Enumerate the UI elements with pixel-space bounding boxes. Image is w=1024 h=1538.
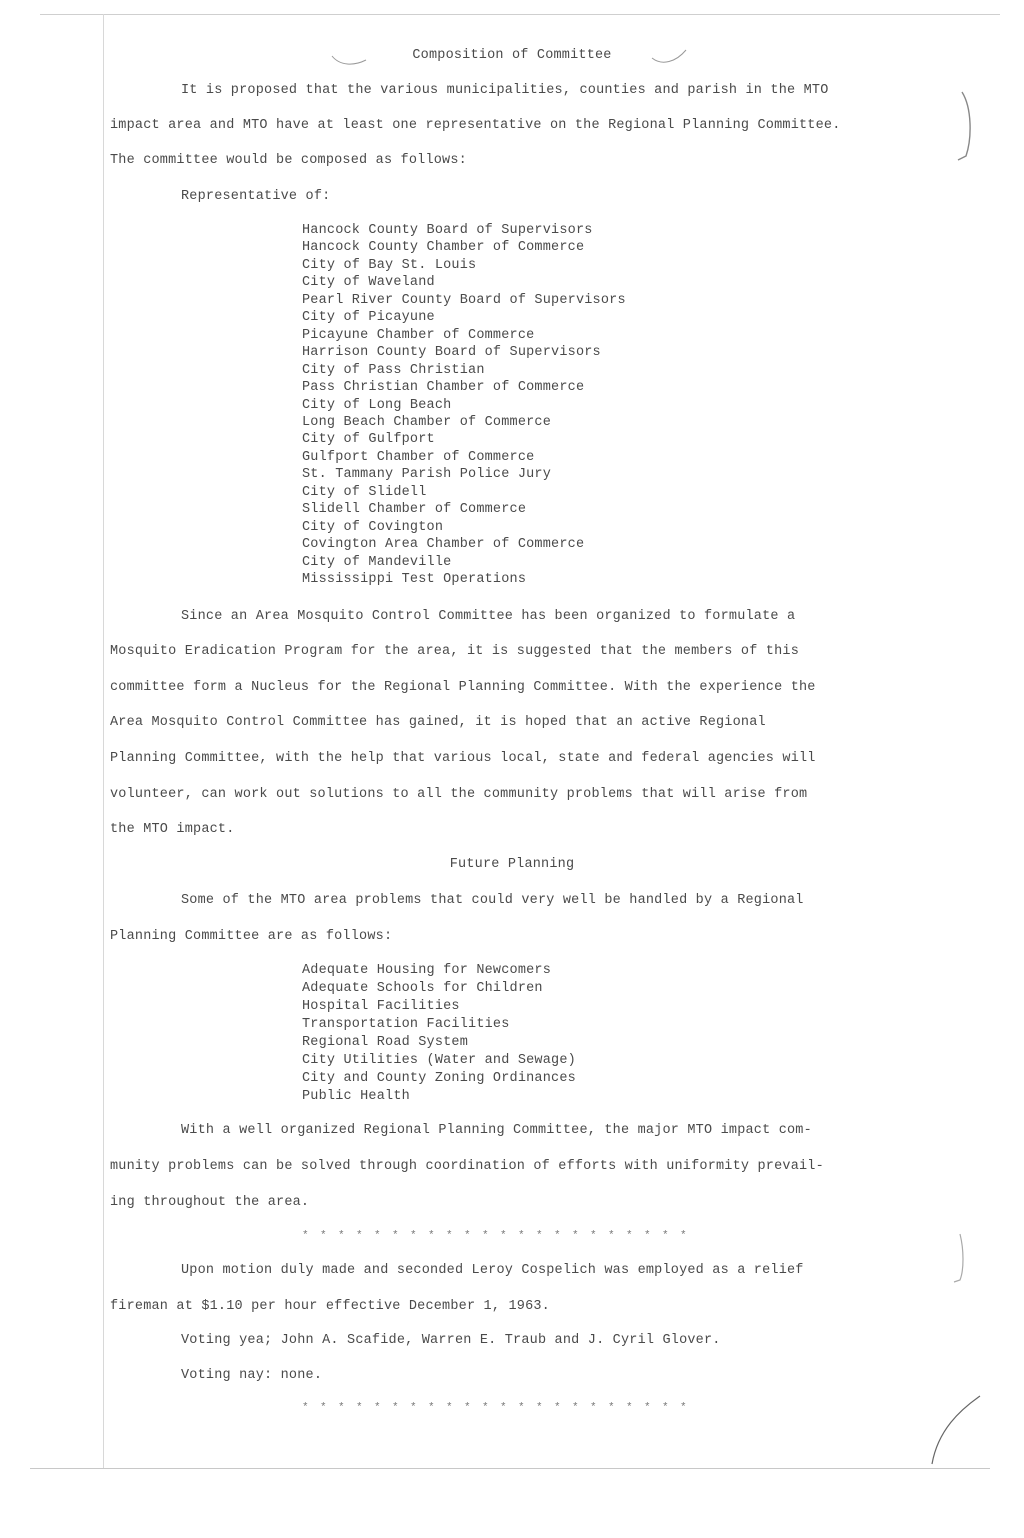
list-item: Picayune Chamber of Commerce: [302, 327, 535, 343]
bottom-border-line: [30, 1468, 990, 1469]
paragraph-line: ing throughout the area.: [110, 1195, 310, 1210]
list-item: Slidell Chamber of Commerce: [302, 502, 527, 518]
paragraph-line: munity problems can be solved through coordination of efforts with uniformity prevail-: [110, 1159, 824, 1174]
list-item: City of Gulfport: [302, 432, 435, 448]
paragraph-line: With a well organized Regional Planning Committee, the major MTO impact com-: [181, 1123, 812, 1138]
paragraph-line: committee form a Nucleus for the Regional Planning Committee. With the experience the: [110, 680, 816, 695]
list-item: City and County Zoning Ordinances: [302, 1071, 576, 1086]
left-margin-line: [103, 14, 104, 1468]
list-item: City of Long Beach: [302, 397, 452, 413]
problems-list: [302, 962, 576, 1106]
paragraph-line: Planning Committee, with the help that various local, state and federal agencies will: [110, 751, 816, 766]
list-item: Hancock County Chamber of Commerce: [302, 240, 585, 256]
voting-yea-line: Voting yea; John A. Scafide, Warren E. Traub and J. Cyril Glover.: [181, 1333, 721, 1348]
paragraph-line: fireman at $1.10 per hour effective December 1, 1963.: [110, 1299, 550, 1314]
paragraph-line: the MTO impact.: [110, 822, 235, 837]
asterisk-separator: * * * * * * * * * * * * * * * * * * * * * *: [302, 1230, 690, 1242]
list-item: Adequate Housing for Newcomers: [302, 963, 552, 978]
section-heading-composition: Composition of Committee: [412, 48, 612, 63]
list-item: Mississippi Test Operations: [302, 572, 527, 588]
paragraph-line: Area Mosquito Control Committee has gained, it is hoped that an active Regional: [110, 715, 766, 730]
paragraph-line: Mosquito Eradication Program for the area, it is suggested that the members of this: [110, 644, 800, 659]
list-item: City of Pass Christian: [302, 362, 485, 378]
list-item: City of Slidell: [302, 484, 427, 500]
list-item: Hospital Facilities: [302, 999, 460, 1014]
section-heading-future: Future Planning: [449, 857, 575, 872]
paragraph-line: Upon motion duly made and seconded Leroy Cospelich was employed as a relief: [181, 1263, 804, 1278]
list-item: Adequate Schools for Children: [302, 981, 543, 996]
paragraph-line: Some of the MTO area problems that could very well be handled by a Regional: [181, 893, 804, 908]
representative-label: Representative of:: [181, 189, 331, 204]
paragraph-line: volunteer, can work out solutions to all the community problems that will arise from: [110, 787, 808, 802]
margin-bracket-mark-lower: [950, 1230, 970, 1290]
list-item: St. Tammany Parish Police Jury: [302, 467, 552, 483]
top-border-line: [40, 14, 1000, 15]
list-item: Pass Christian Chamber of Commerce: [302, 380, 585, 396]
paragraph-line: Planning Committee are as follows:: [110, 929, 393, 944]
paragraph-line: The committee would be composed as follows:: [110, 153, 467, 168]
list-item: Transportation Facilities: [302, 1017, 510, 1032]
list-item: Covington Area Chamber of Commerce: [302, 537, 585, 553]
list-item: Public Health: [302, 1089, 410, 1104]
paragraph-line: Since an Area Mosquito Control Committee has been organized to formulate a: [181, 609, 796, 624]
paragraph-line: It is proposed that the various municipalities, counties and parish in the MTO: [181, 83, 829, 98]
list-item: Pearl River County Board of Supervisors: [302, 292, 626, 308]
pen-stroke-mark: [920, 1390, 990, 1480]
list-item: City Utilities (Water and Sewage): [302, 1053, 576, 1068]
list-item: Long Beach Chamber of Commerce: [302, 414, 552, 430]
asterisk-separator: * * * * * * * * * * * * * * * * * * * * * *: [302, 1402, 690, 1414]
list-item: Regional Road System: [302, 1035, 469, 1050]
list-item: Hancock County Board of Supervisors: [302, 223, 593, 238]
list-item: City of Bay St. Louis: [302, 257, 477, 273]
list-item: City of Covington: [302, 519, 444, 535]
paragraph-line: impact area and MTO have at least one representative on the Regional Planning Committee.: [110, 118, 841, 133]
list-item: Gulfport Chamber of Commerce: [302, 449, 535, 465]
voting-nay-line: Voting nay: none.: [181, 1368, 323, 1383]
list-item: City of Picayune: [302, 310, 435, 326]
list-item: Harrison County Board of Supervisors: [302, 345, 601, 361]
representatives-list: [302, 222, 626, 589]
list-item: City of Waveland: [302, 275, 435, 291]
margin-bracket-mark: [950, 88, 980, 168]
list-item: City of Mandeville: [302, 554, 452, 570]
